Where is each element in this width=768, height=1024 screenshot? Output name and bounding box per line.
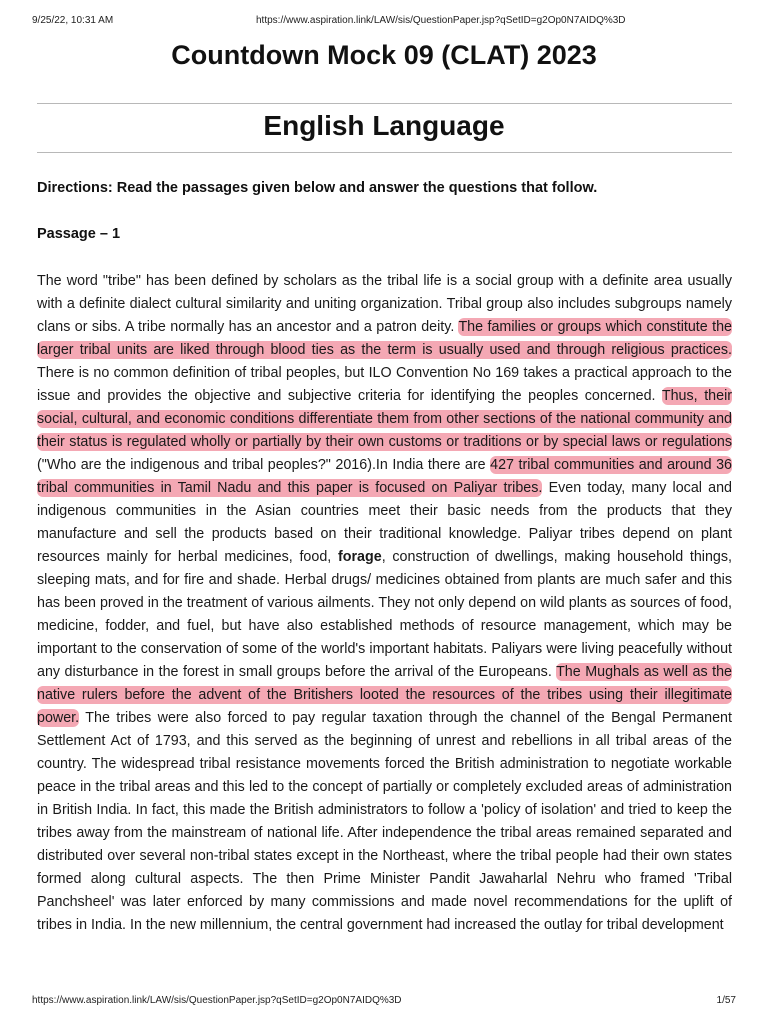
- passage-text: The tribes were also forced to pay regular taxation through the channel of the Bengal Permanent Settlement Act of 1793, and this served as the beginning of unrest and rebellions in all tribal areas of the country. The widespread tribal resistance movements forced the British administration to negotiate workable peace in the tribal areas and this led to the concept of partially or completely excluded areas of administration in British India. In fact, this made the British administrators to follow a 'policy of isolation' and tried to keep the tribes away from the mainstream of national life. After independence the tribal areas remained separated and distributed over several non-tribal states except in the Northeast, where the tribal people had their own states formed along cultural aspects. The then Prime Minister Pandit Jawaharlal Nehru who framed 'Tribal Panchsheel' was later enforced by many commissions and made novel recommendations for the uplift of tribes in India. In the new millennium, the central government had increased the outlay for tribal development: [37, 710, 732, 933]
- passage-text: ("Who are the indigenous and tribal peoples?" 2016).In India there are: [37, 457, 486, 473]
- bold-word: forage: [338, 549, 382, 565]
- page-number: 1/57: [716, 995, 736, 1006]
- highlighted-text: 427 tribal communities and around 36 tribal communities in Tamil Nadu and this paper is focused on Paliyar tribes.: [37, 457, 732, 496]
- passage-label: Passage – 1: [37, 226, 121, 242]
- footer-url: https://www.aspiration.link/LAW/sis/QuestionPaper.jsp?qSetID=g2Op0N7AIDQ%3D: [32, 995, 402, 1006]
- divider: [37, 103, 732, 104]
- highlighted-text: Thus, their social, cultural, and economic conditions differentiate them from other sections of the national community and their status is regulated wholly or partially by their own customs or traditions or by special laws or regulations: [37, 388, 733, 450]
- passage-text: There is no common definition of tribal peoples, but ILO Convention No 169 takes a practical approach to the issue and provides the objective and subjective criteria for identifying the peoples concerned.: [37, 365, 732, 404]
- divider: [37, 152, 732, 153]
- passage-body: [37, 270, 732, 937]
- section-title: English Language: [263, 110, 505, 141]
- directions-text: Directions: Read the passages given below and answer the questions that follow.: [37, 180, 598, 196]
- print-datetime: 9/25/22, 10:31 AM: [32, 15, 114, 26]
- page-title: Countdown Mock 09 (CLAT) 2023: [171, 40, 597, 70]
- passage-text: Even today, many local and indigenous communities in the Asian countries meet their basic needs from the products that they manufacture and sell the products based on their traditional knowledge. Paliyar tribes depend on plant resources mainly for herbal medicines, food,: [37, 480, 732, 565]
- highlighted-text: The families or groups which constitute the larger tribal units are liked through blood ties as the term is usually used and through religious practices.: [37, 319, 732, 358]
- passage-text: The word "tribe" has been defined by scholars as the tribal life is a social group with a definite area usually with a definite dialect cultural similarity and uniting organization. Tribal group also includes subgroups namely clans or sibs. A tribe normally has an ancestor and a patron deity.: [37, 273, 732, 335]
- highlighted-text: The Mughals as well as the native rulers before the advent of the Britishers looted the resources of the tribes using their illegitimate power.: [37, 664, 733, 726]
- print-url: https://www.aspiration.link/LAW/sis/QuestionPaper.jsp?qSetID=g2Op0N7AIDQ%3D: [256, 15, 626, 26]
- passage-text: , construction of dwellings, making household things, sleeping mats, and for fire and shade. Herbal drugs/ medicines obtained from plants are much safer and this has been proved in the treatment of various ailments. They not only depend on wild plants as sources of food, medicine, fodder, and fuel, but have also established methods of resource management, which may be important to the conservation of some of the world's important habitats. Paliyars were living peacefully without any disturbance in the forest in small groups before the arrival of the Europeans.: [37, 549, 732, 680]
